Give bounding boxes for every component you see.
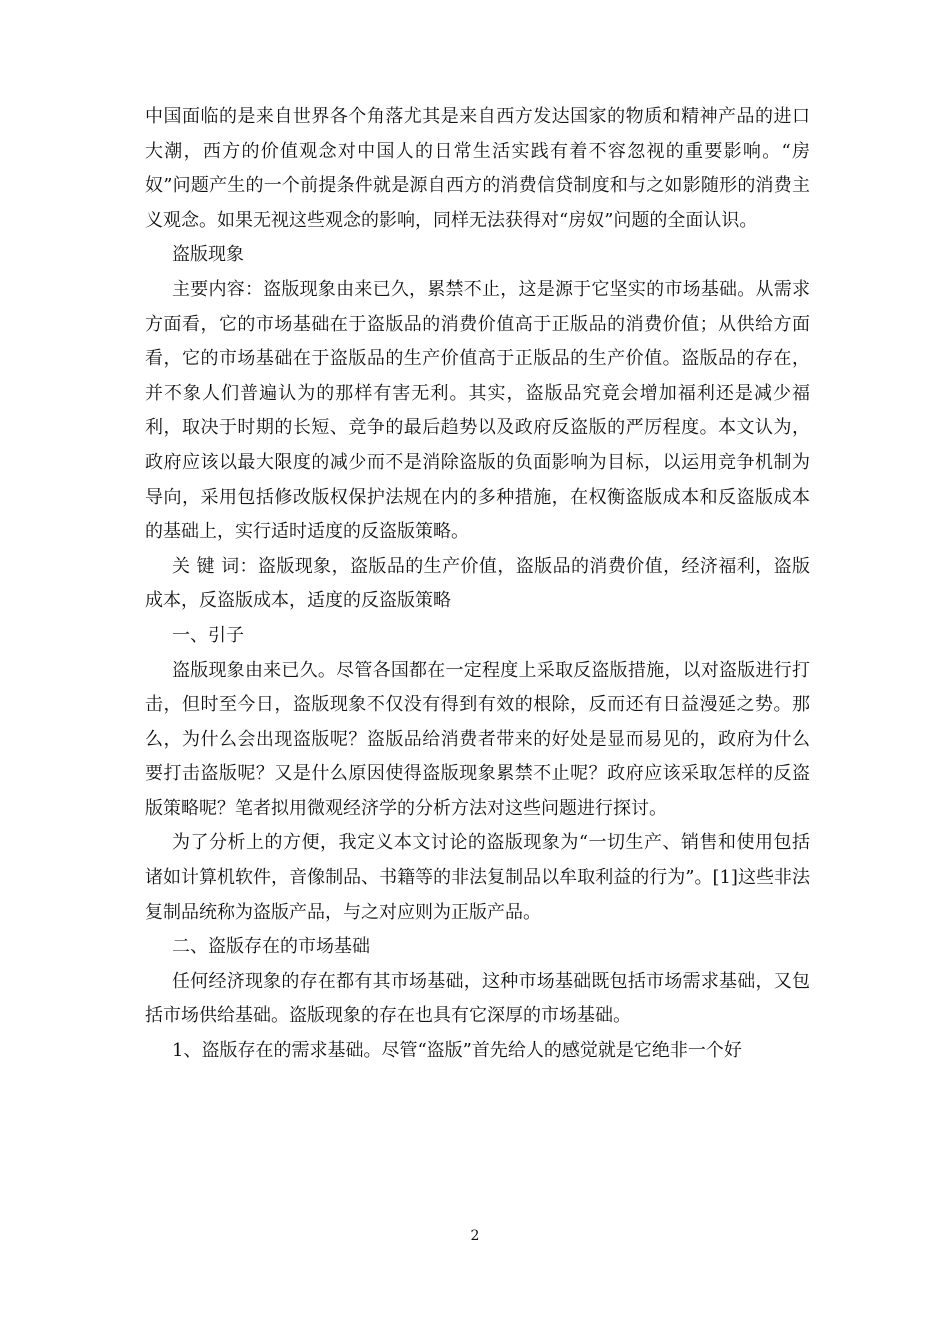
market-basis-paragraph-2: 1、盗版存在的需求基础。尽管“盗版”首先给人的感觉就是它绝非一个好: [172, 1040, 742, 1062]
article-title: 盗版现象: [172, 244, 244, 266]
paragraph-intro-continued: 中国面临的是来自世界各个角落尤其是来自西方发达国家的物质和精神产品的进口大潮，西方的价值观念对中国人的日常生活实践有着不容忽视的重要影响。“房奴”问题产生的一个前提条件就是源自西方的消费信贷制度和与之如影随形的消费主义观念。如果无视这些观念的影响，同样无法获得对“房奴”问题的全面认识。: [145, 106, 810, 231]
keywords-paragraph: 关 键 词：盗版现象，盗版品的生产价值，盗版品的消费价值，经济福利，盗版成本，反盗版成本，适度的反盗版策略: [145, 555, 810, 612]
market-basis-paragraph-1: 任何经济现象的存在都有其市场基础，这种市场基础既包括市场需求基础，又包括市场供给基础。盗版现象的存在也具有它深厚的市场基础。: [145, 970, 810, 1027]
introduction-paragraph-1: 盗版现象由来已久。尽管各国都在一定程度上采取反盗版措施，以对盗版进行打击，但时至今日，盗版现象不仅没有得到有效的根除，反而还有日益漫延之势。那么，为什么会出现盗版呢？盗版品给消费者带来的好处是显而易见的，政府为什么要打击盗版呢？又是什么原因使得盗版现象累禁不止呢？政府应该采取怎样的反盗版策略呢？笔者拟用微观经济学的分析方法对这些问题进行探讨。: [145, 659, 810, 819]
page-number: 2: [470, 1228, 480, 1244]
document-body: [145, 100, 810, 1069]
abstract-paragraph: 主要内容：盗版现象由来已久，累禁不止，这是源于它坚实的市场基础。从需求方面看，它的市场基础在于盗版品的消费价值高于正版品的消费价值；从供给方面看，它的市场基础在于盗版品的生产价值高于正版品的生产价值。盗版品的存在，并不象人们普遍认为的那样有害无利。其实，盗版品究竟会增加福利还是减少福利，取决于时期的长短、竞争的最后趋势以及政府反盗版的严厉程度。本文认为，政府应该以最大限度的减少而不是消除盗版的负面影响为目标，以运用竞争机制为导向，采用包括修改版权保护法规在内的多种措施，在权衡盗版成本和反盗版成本的基础上，实行适时适度的反盗版策略。: [145, 278, 810, 543]
section-heading-introduction: 一、引子: [172, 624, 244, 646]
section-heading-market-basis: 二、盗版存在的市场基础: [172, 936, 370, 958]
introduction-paragraph-2: 为了分析上的方便，我定义本文讨论的盗版现象为“一切生产、销售和使用包括诸如计算机软件，音像制品、书籍等的非法复制品以牟取利益的行为”。[1]这些非法复制品统称为盗版产品，与之对应则为正版产品。: [145, 832, 810, 923]
